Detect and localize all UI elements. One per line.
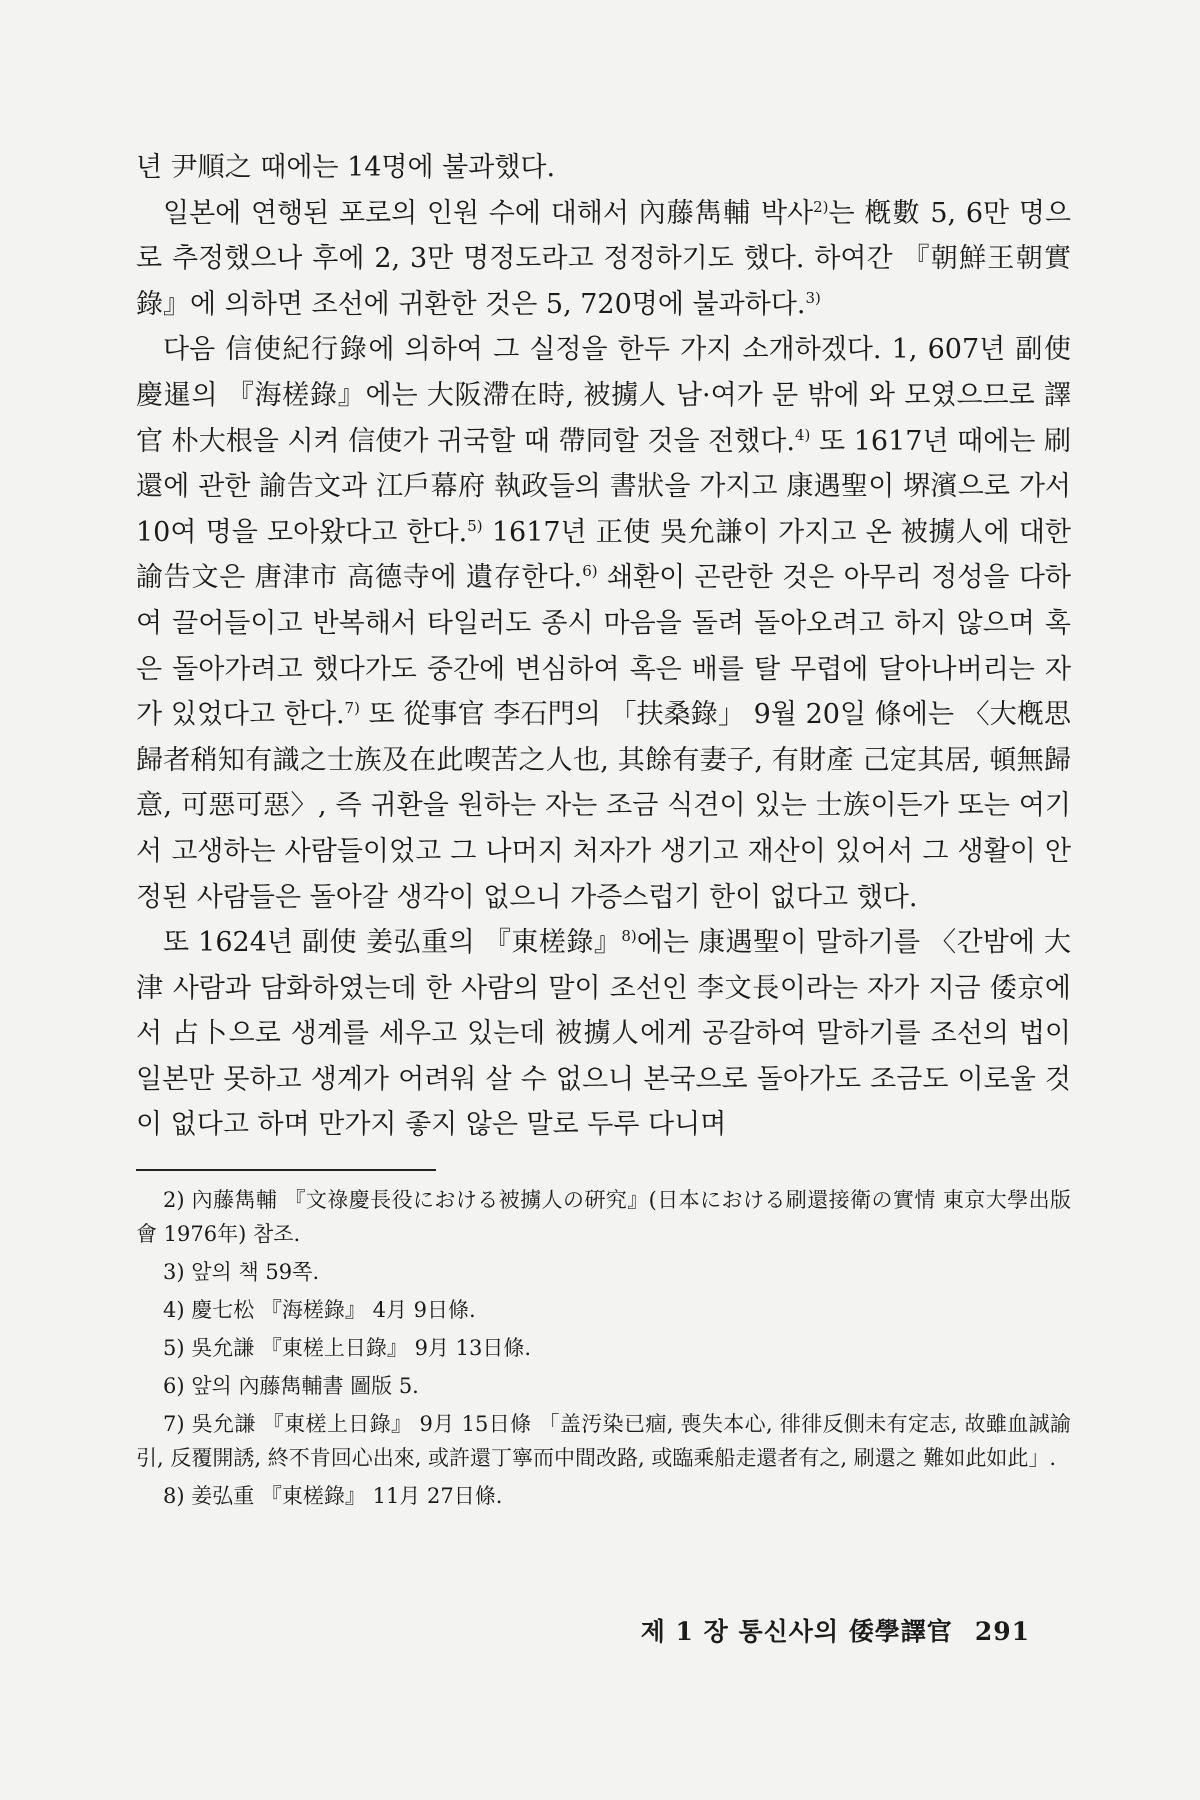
page-number: 291 xyxy=(974,1617,1030,1646)
footnote-2: 2) 內藤雋輔 『文祿慶長役における被擄人の硏究』(日本における刷還接衛の實情 東京大學出版會 1976年) 참조. xyxy=(136,1188,1071,1246)
paragraph-continued xyxy=(136,145,1071,191)
text-span: 년 尹順之 때에는 14명에 불과했다. xyxy=(136,152,556,183)
footnote-ref-7[interactable]: 7) xyxy=(344,699,360,718)
footnote-divider xyxy=(136,1169,436,1171)
footnote-5: 5) 吳允謙 『東槎上日錄』 9月 13日條. xyxy=(163,1336,532,1360)
footnote-7: 7) 吳允謙 『東槎上日錄』 9月 15日條 「盖汚染已痼, 喪失本心, 徘徘反側未有定志, 故雖血誠諭引, 反覆開誘, 終不肯回心出來, 或許還丁寧而中間改路, 或臨乘船走還者有之, 刷還之 難如此如此」. xyxy=(136,1412,1071,1470)
footnote-3: 3) 앞의 책 59쪽. xyxy=(163,1260,320,1284)
paragraph-captive-count xyxy=(136,191,1071,328)
text-span: 또 從事官 李石門의 「扶桑錄」 9월 20일 條에는 〈大槪思歸者稍知有識之士族及在此喫苦之人也, 其餘有妻子, 有財產 己定其居, 頓無歸意, 可惡可惡〉, 즉 귀환을 원하는 자는 조금 식견이 있는 士族이든가 또는 여기서 고생하는 사람들이었고 그 나머지 처자가 생기고 재산이 있어서 그 생활이 안정된 사람들은 돌아갈 생각이 없으니 가증스럽기 한이 없다고 했다. xyxy=(136,699,1071,913)
footnotes xyxy=(136,1183,1071,1517)
footnote-ref-3[interactable]: 3) xyxy=(805,288,821,307)
footnote-6: 6) 앞의 內藤雋輔書 圖版 5. xyxy=(163,1374,419,1398)
paragraph-travel-records xyxy=(136,327,1071,920)
footnote-ref-8[interactable]: 8) xyxy=(621,927,637,946)
text-span: 에는 康遇聖이 말하기를 〈간밤에 大津 사람과 담화하였는데 한 사람의 말이 조선인 李文長이라는 자가 지금 倭京에서 占卜으로 생계를 세우고 있는데 被擄人에게 공갈하여 말하기를 조선의 법이 일본만 못하고 생계가 어려워 살 수 없으니 본국으로 돌아가도 조금도 이로울 것이 없다고 하며 만가지 좋지 않은 말로 두루 다니며 xyxy=(136,927,1071,1141)
running-footer xyxy=(641,1612,1030,1648)
main-text xyxy=(136,145,1071,1148)
footnote-ref-6[interactable]: 6) xyxy=(582,562,598,581)
text-span: 다음 信使紀行錄에 의하여 그 실정을 한두 가지 소개하겠다. 1, 607년 副使 慶暹의 『海槎錄』에는 大阪滯在時, 被擄人 남·여가 문 밖에 와 모였으므로 譯官 朴大根을 시켜 信使가 귀국할 때 帶同할 것을 전했다. xyxy=(136,334,1071,457)
text-span: 일본에 연행된 포로의 인원 수에 대해서 內藤雋輔 박사 xyxy=(163,197,814,229)
text-span: 1617년 正使 吳允謙이 가지고 온 被擄人에 대한 諭告文은 唐津市 高德寺에 遺存한다. xyxy=(136,516,1071,594)
footnote-8: 8) 姜弘重 『東槎錄』 11月 27日條. xyxy=(163,1484,503,1508)
text-span: 는 槪數 5, 6만 명으로 추정했으나 후에 2, 3만 명정도라고 정정하기도 했다. 하여간 『朝鮮王朝實錄』에 의하면 조선에 귀환한 것은 5, 720명에 불과하다. xyxy=(136,197,1071,320)
footnote-4: 4) 慶七松 『海槎錄』 4月 9日條. xyxy=(163,1298,476,1322)
text-span: 또 1617년 때에는 刷還에 관한 諭告文과 江戶幕府 執政들의 書狀을 가지고 康遇聖이 堺濱으로 가서 10여 명을 모아왔다고 한다. xyxy=(136,425,1072,548)
footnote-ref-4[interactable]: 4) xyxy=(795,425,811,444)
paragraph-1624-envoy xyxy=(136,920,1071,1148)
text-span: 또 1624년 副使 姜弘重의 『東槎錄』 xyxy=(163,927,622,959)
text-span: 쇄환이 곤란한 것은 아무리 정성을 다하여 끌어들이고 반복해서 타일러도 종시 마음을 돌려 돌아오려고 하지 않으며 혹은 돌아가려고 했다가도 중간에 변심하여 혹은 배를 탈 무렵에 달아나버리는 자가 있었다고 한다. xyxy=(136,562,1071,731)
footnote-ref-5[interactable]: 5) xyxy=(467,516,483,535)
chapter-title: 제 1 장 통신사의 倭學譯官 xyxy=(640,1617,953,1646)
footnote-ref-2[interactable]: 2) xyxy=(813,197,829,216)
